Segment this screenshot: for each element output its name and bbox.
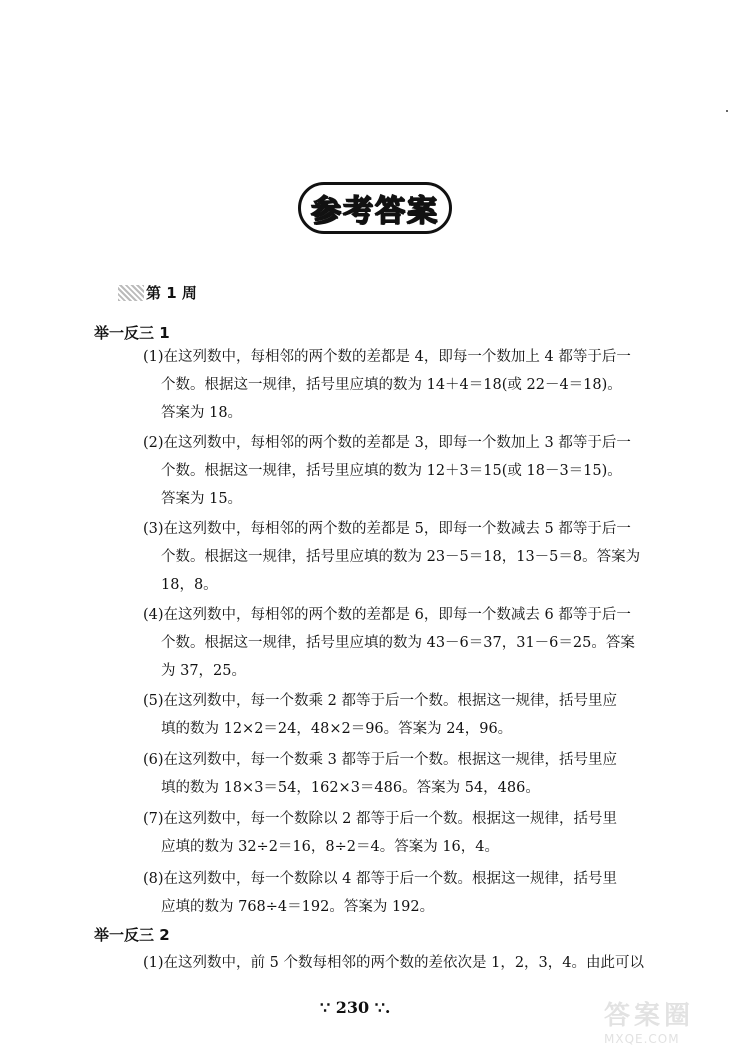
answer-line: 填的数为 12×2＝24，48×2＝96。答案为 24，96。 — [161, 721, 513, 737]
answer-line: 个数。根据这一规律，括号里应填的数为 14＋4＝18(或 22－4＝18)。 — [161, 377, 622, 393]
answer-item — [143, 429, 631, 513]
watermark-text: 答案圈 — [604, 1001, 695, 1031]
answer-line: 个数。根据这一规律，括号里应填的数为 23－5＝18，13－5＝8。答案为 — [161, 549, 641, 565]
answer-line: (8)在这列数中，每一个数除以 4 都等于后一个数。根据这一规律，括号里 — [143, 871, 617, 887]
answer-item — [143, 515, 640, 599]
week-decoration — [118, 285, 144, 301]
answer-line: 答案为 18。 — [161, 405, 243, 421]
answer-line: (3)在这列数中，每相邻的两个数的差都是 5，即每一个数减去 5 都等于后一 — [143, 521, 631, 537]
answer-line: (6)在这列数中，每一个数乘 3 都等于后一个数。根据这一规律，括号里应 — [143, 752, 617, 768]
answer-line: (2)在这列数中，每相邻的两个数的差都是 3，即每一个数加上 3 都等于后一 — [143, 435, 631, 451]
answer-line: 个数。根据这一规律，括号里应填的数为 12＋3＝15(或 18－3＝15)。 — [161, 463, 622, 479]
answer-line: 应填的数为 768÷4＝192。答案为 192。 — [161, 899, 435, 915]
week-label: 第 1 周 — [146, 284, 197, 302]
answer-line: (1)在这列数中，前 5 个数每相邻的两个数的差依次是 1，2，3，4。由此可以 — [143, 955, 644, 971]
answer-line: 填的数为 18×3＝54，162×3＝486。答案为 54，486。 — [161, 780, 540, 796]
answer-item — [143, 746, 617, 802]
answer-item — [143, 949, 644, 977]
week-heading — [118, 282, 197, 303]
answer-item — [143, 601, 635, 685]
answer-line: (7)在这列数中，每一个数除以 2 都等于后一个数。根据这一规律，括号里 — [143, 811, 617, 827]
page-number: ∵ 230 ∵. — [320, 998, 391, 1017]
answer-line: 应填的数为 32÷2＝16，8÷2＝4。答案为 16，4。 — [161, 839, 499, 855]
answer-item — [143, 805, 617, 861]
watermark-logo — [604, 995, 734, 1055]
answer-item — [143, 687, 617, 743]
watermark-url: MXQE.COM — [604, 1032, 680, 1046]
answer-item — [143, 865, 617, 921]
section-heading-2: 举一反三 2 — [94, 926, 170, 944]
answer-line: (1)在这列数中，每相邻的两个数的差都是 4，即每一个数加上 4 都等于后一 — [143, 349, 631, 365]
answer-line: (5)在这列数中，每一个数乘 2 都等于后一个数。根据这一规律，括号里应 — [143, 693, 617, 709]
answer-line: 18，8。 — [161, 577, 218, 593]
answer-line: (4)在这列数中，每相邻的两个数的差都是 6，即每一个数减去 6 都等于后一 — [143, 607, 631, 623]
answer-line: 个数。根据这一规律，括号里应填的数为 43－6＝37，31－6＝25。答案 — [161, 635, 635, 651]
section-heading-1: 举一反三 1 — [94, 324, 170, 342]
speck — [726, 110, 728, 112]
answer-item — [143, 343, 631, 427]
answer-line: 为 37，25。 — [161, 663, 247, 679]
page-title: 参考答案 — [311, 194, 439, 229]
answer-line: 答案为 15。 — [161, 491, 243, 507]
title-badge — [298, 182, 452, 234]
